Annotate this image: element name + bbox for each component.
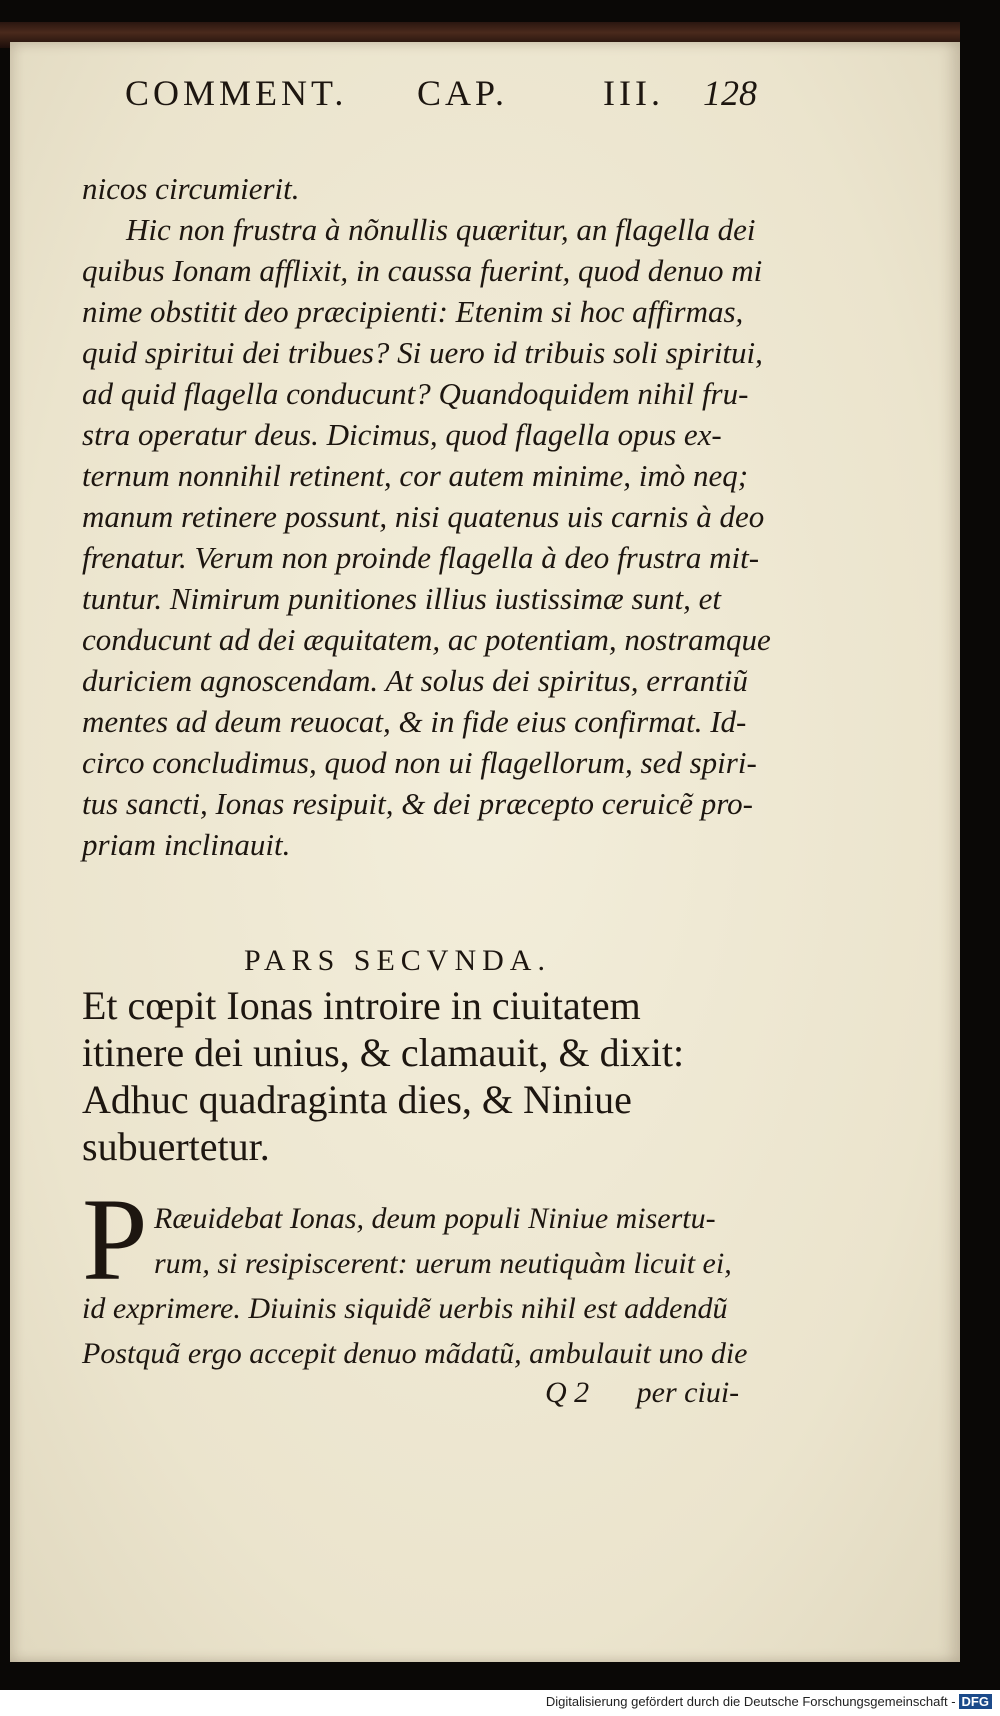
text-line: ternum nonnihil retinent, cor autem minime, imò neq; <box>82 458 749 493</box>
text-line: ad quid flagella conducunt? Quandoquidem nihil fru- <box>82 376 749 411</box>
text-line: tuntur. Nimirum punitiones illius iustissimæ sunt, et <box>82 581 722 616</box>
text-line: nime obstitit deo præcipienti: Etenim si hoc affirmas, <box>82 294 744 329</box>
text-line: stra operatur deus. Dicimus, quod flagella opus ex- <box>82 417 722 452</box>
header-middle: CAP. <box>417 73 509 113</box>
catchword: per ciui- <box>636 1376 740 1409</box>
drop-capital: P <box>82 1174 148 1305</box>
text-line: Ræuidebat Ionas, deum populi Niniue misertu- <box>154 1202 716 1235</box>
text-line: id exprimere. Diuinis siquidẽ uerbis nihil est addendũ <box>82 1292 728 1325</box>
header-left: COMMENT. <box>125 73 348 113</box>
text-line: tus sancti, Ionas resipuit, & dei præcepto ceruicẽ pro- <box>82 786 753 821</box>
text-line: priam inclinauit. <box>82 827 291 862</box>
dfg-logo: DFG <box>959 1694 992 1709</box>
text-line: frenatur. Verum non proinde flagella à deo frustra mit- <box>82 540 760 575</box>
text-line: nicos circumierit. <box>82 171 300 206</box>
text-line: rum, si resipiscerent: uerum neutiquàm licuit ei, <box>154 1247 732 1280</box>
text-line: circo concludimus, quod non ui flagellorum, sed spiri- <box>82 745 757 780</box>
header-chapter: III. <box>603 73 664 113</box>
text-line: Postquã ergo accepit denuo mãdatũ, ambulauit uno die <box>82 1337 748 1370</box>
text-line: quibus Ionam afflixit, in caussa fuerint, quod denuo mi <box>82 253 763 288</box>
text-line: conducunt ad dei æquitatem, ac potentiam, nostramque <box>82 622 771 657</box>
text-line: quid spiritui dei tribues? Si uero id tribuis soli spiritui, <box>82 335 763 370</box>
credit-text: Digitalisierung gefördert durch die Deutsche Forschungsgemeinschaft - <box>545 1694 956 1709</box>
scripture-line: Adhuc quadraginta dies, & Niniue <box>82 1077 632 1122</box>
scripture-line: Et cœpit Ionas introire in ciuitatem <box>82 983 641 1028</box>
text-line: duriciem agnoscendam. At solus dei spiritus, errantiũ <box>82 663 748 698</box>
scripture-line: itinere dei unius, & clamauit, & dixit: <box>82 1030 685 1075</box>
section-heading: PARS SECVNDA. <box>244 944 551 977</box>
scripture-quotation <box>82 982 684 1170</box>
catchword-line <box>545 1376 779 1410</box>
digitization-credit <box>546 1694 992 1709</box>
scripture-line: subuertetur. <box>82 1124 270 1169</box>
commentary-paragraph-2 <box>82 1196 747 1376</box>
signature-mark: Q 2 <box>545 1376 590 1409</box>
text-line: manum retinere possunt, nisi quatenus uis carnis à deo <box>82 499 765 534</box>
folio-number: 128 <box>703 73 757 113</box>
text-line: Hic non frustra à nõnullis quæritur, an flagella dei <box>126 212 756 247</box>
commentary-paragraph <box>82 168 771 865</box>
text-line: mentes ad deum reuocat, & in fide eius confirmat. Id- <box>82 704 747 739</box>
